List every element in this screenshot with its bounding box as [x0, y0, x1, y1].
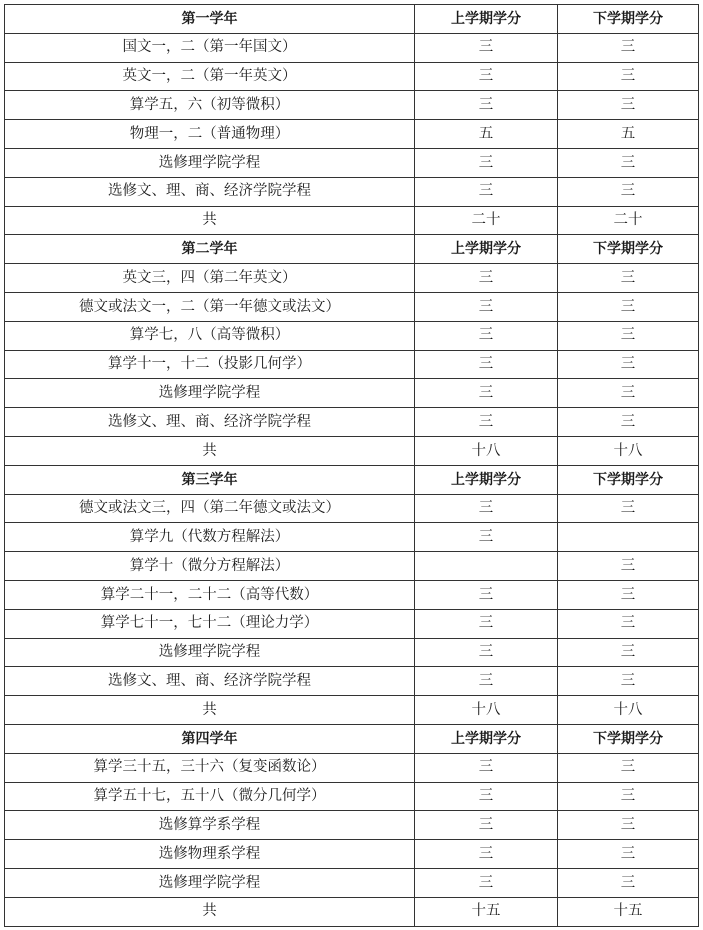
second-term-credits: 三: [558, 379, 699, 408]
second-term-credits: 三: [558, 408, 699, 437]
first-term-credits: 三: [415, 753, 558, 782]
year-header-row: [5, 235, 699, 264]
second-term-credits: 三: [558, 638, 699, 667]
total-second-term-credits: 十八: [558, 696, 699, 725]
course-name: 算学七十一，七十二（理论力学）: [5, 609, 415, 638]
course-row: [5, 33, 699, 62]
second-term-credits-header: 下学期学分: [558, 235, 699, 264]
year-title: 第四学年: [5, 724, 415, 753]
course-name: 德文或法文一，二（第一年德文或法文）: [5, 292, 415, 321]
first-term-credits: 三: [415, 580, 558, 609]
course-row: [5, 321, 699, 350]
second-term-credits: 三: [558, 91, 699, 120]
second-term-credits: [558, 523, 699, 552]
second-term-credits: 三: [558, 753, 699, 782]
second-term-credits: 三: [558, 292, 699, 321]
total-second-term-credits: 二十: [558, 206, 699, 235]
first-term-credits: 三: [415, 609, 558, 638]
first-term-credits: 三: [415, 350, 558, 379]
course-row: [5, 379, 699, 408]
total-label: 共: [5, 696, 415, 725]
course-row: [5, 552, 699, 581]
total-label: 共: [5, 206, 415, 235]
total-row: [5, 897, 699, 926]
course-name: 英文一，二（第一年英文）: [5, 62, 415, 91]
total-row: [5, 696, 699, 725]
second-term-credits: 三: [558, 321, 699, 350]
year-title: 第三学年: [5, 465, 415, 494]
course-row: [5, 638, 699, 667]
first-term-credits-header: 上学期学分: [415, 465, 558, 494]
total-label: 共: [5, 436, 415, 465]
year-title: 第一学年: [5, 5, 415, 34]
second-term-credits: 三: [558, 494, 699, 523]
second-term-credits: 三: [558, 811, 699, 840]
course-name: 选修算学系学程: [5, 811, 415, 840]
second-term-credits-header: 下学期学分: [558, 724, 699, 753]
second-term-credits: 三: [558, 552, 699, 581]
first-term-credits: 三: [415, 292, 558, 321]
first-term-credits: 三: [415, 91, 558, 120]
first-term-credits: 三: [415, 148, 558, 177]
second-term-credits-header: 下学期学分: [558, 465, 699, 494]
second-term-credits: 五: [558, 120, 699, 149]
course-row: [5, 177, 699, 206]
first-term-credits: 三: [415, 811, 558, 840]
curriculum-table: [4, 4, 699, 927]
second-term-credits: 三: [558, 609, 699, 638]
course-name: 算学二十一，二十二（高等代数）: [5, 580, 415, 609]
course-name: 选修物理系学程: [5, 840, 415, 869]
year-header-row: [5, 724, 699, 753]
first-term-credits: [415, 552, 558, 581]
course-name: 选修文、理、商、经济学院学程: [5, 408, 415, 437]
course-name: 选修文、理、商、经济学院学程: [5, 177, 415, 206]
first-term-credits-header: 上学期学分: [415, 235, 558, 264]
first-term-credits: 三: [415, 840, 558, 869]
second-term-credits: 三: [558, 264, 699, 293]
first-term-credits: 三: [415, 523, 558, 552]
second-term-credits: 三: [558, 177, 699, 206]
second-term-credits: 三: [558, 580, 699, 609]
second-term-credits: 三: [558, 782, 699, 811]
course-row: [5, 580, 699, 609]
second-term-credits: 三: [558, 667, 699, 696]
first-term-credits-header: 上学期学分: [415, 5, 558, 34]
course-name: 德文或法文三，四（第二年德文或法文）: [5, 494, 415, 523]
total-label: 共: [5, 897, 415, 926]
second-term-credits: 三: [558, 33, 699, 62]
course-row: [5, 523, 699, 552]
course-row: [5, 782, 699, 811]
first-term-credits: 五: [415, 120, 558, 149]
first-term-credits: 三: [415, 264, 558, 293]
total-row: [5, 206, 699, 235]
year-title: 第二学年: [5, 235, 415, 264]
course-row: [5, 91, 699, 120]
first-term-credits: 三: [415, 379, 558, 408]
course-name: 算学三十五，三十六（复变函数论）: [5, 753, 415, 782]
year-header-row: [5, 465, 699, 494]
course-name: 算学七，八（高等微积）: [5, 321, 415, 350]
total-row: [5, 436, 699, 465]
course-row: [5, 868, 699, 897]
first-term-credits: 三: [415, 638, 558, 667]
course-name: 英文三，四（第二年英文）: [5, 264, 415, 293]
course-row: [5, 753, 699, 782]
course-row: [5, 840, 699, 869]
first-term-credits: 三: [415, 782, 558, 811]
course-name: 选修理学院学程: [5, 148, 415, 177]
course-row: [5, 350, 699, 379]
course-row: [5, 292, 699, 321]
course-name: 算学九（代数方程解法）: [5, 523, 415, 552]
course-name: 国文一，二（第一年国文）: [5, 33, 415, 62]
first-term-credits: 三: [415, 494, 558, 523]
second-term-credits: 三: [558, 148, 699, 177]
first-term-credits: 三: [415, 667, 558, 696]
course-name: 选修理学院学程: [5, 638, 415, 667]
total-first-term-credits: 十八: [415, 696, 558, 725]
second-term-credits: 三: [558, 62, 699, 91]
course-name: 选修理学院学程: [5, 868, 415, 897]
course-name: 算学五，六（初等微积）: [5, 91, 415, 120]
total-second-term-credits: 十八: [558, 436, 699, 465]
course-row: [5, 811, 699, 840]
course-row: [5, 148, 699, 177]
course-name: 选修理学院学程: [5, 379, 415, 408]
second-term-credits-header: 下学期学分: [558, 5, 699, 34]
second-term-credits: 三: [558, 840, 699, 869]
first-term-credits: 三: [415, 868, 558, 897]
first-term-credits: 三: [415, 177, 558, 206]
second-term-credits: 三: [558, 868, 699, 897]
course-name: 算学十（微分方程解法）: [5, 552, 415, 581]
course-name: 算学十一，十二（投影几何学）: [5, 350, 415, 379]
course-row: [5, 494, 699, 523]
total-second-term-credits: 十五: [558, 897, 699, 926]
first-term-credits-header: 上学期学分: [415, 724, 558, 753]
total-first-term-credits: 二十: [415, 206, 558, 235]
course-row: [5, 120, 699, 149]
course-row: [5, 264, 699, 293]
year-header-row: [5, 5, 699, 34]
total-first-term-credits: 十八: [415, 436, 558, 465]
first-term-credits: 三: [415, 321, 558, 350]
total-first-term-credits: 十五: [415, 897, 558, 926]
course-row: [5, 62, 699, 91]
course-name: 物理一，二（普通物理）: [5, 120, 415, 149]
course-name: 选修文、理、商、经济学院学程: [5, 667, 415, 696]
course-row: [5, 609, 699, 638]
course-name: 算学五十七，五十八（微分几何学）: [5, 782, 415, 811]
curriculum-table-body: [5, 5, 699, 927]
first-term-credits: 三: [415, 408, 558, 437]
course-row: [5, 667, 699, 696]
first-term-credits: 三: [415, 33, 558, 62]
course-row: [5, 408, 699, 437]
first-term-credits: 三: [415, 62, 558, 91]
second-term-credits: 三: [558, 350, 699, 379]
